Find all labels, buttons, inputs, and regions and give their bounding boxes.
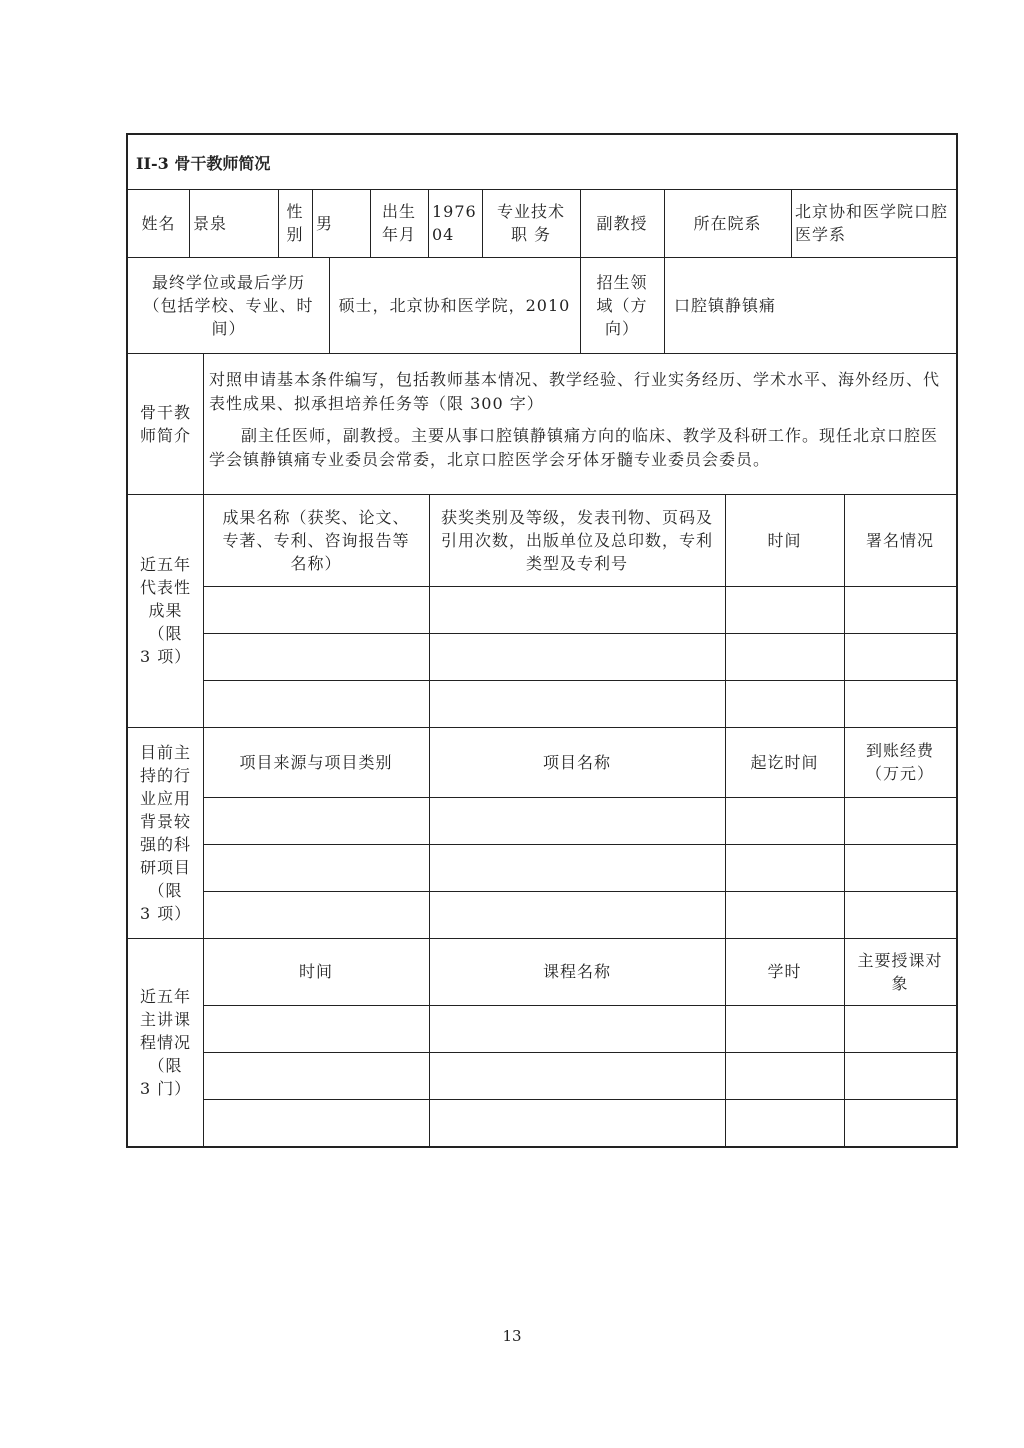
birth-label: 出生年月 xyxy=(382,202,417,244)
section-title: II-3 骨干教师简况 xyxy=(136,153,271,173)
name-value: 景泉 xyxy=(193,213,228,233)
name-label: 姓名 xyxy=(141,213,176,233)
gender-label: 性别 xyxy=(286,202,304,244)
courses-header-audience: 主要授课对象 xyxy=(857,950,943,993)
achievements-header-signature: 署名情况 xyxy=(865,530,934,550)
gender-value: 男 xyxy=(316,213,334,233)
achievements-header-time: 时间 xyxy=(767,530,802,550)
projects-header-duration: 起讫时间 xyxy=(750,752,819,772)
projects-label: 目前主持的行业应用背景较强的科研项目（限 3 项） xyxy=(140,742,192,923)
achievements-header-name: 成果名称（获奖、论文、专著、专利、咨询报告等名称） xyxy=(222,507,410,573)
birth-value: 1976 04 xyxy=(432,202,477,244)
title-value: 副教授 xyxy=(596,213,648,233)
courses-header-hours: 学时 xyxy=(767,962,802,981)
courses-label: 近五年主讲课程情况（限 3 门） xyxy=(140,986,192,1098)
achievements-header-details: 获奖类别及等级，发表刊物、页码及引用次数，出版单位及总印数，专利类型及专利号 xyxy=(440,507,713,573)
projects-header-funding: 到账经费（万元） xyxy=(865,741,934,783)
column-divider xyxy=(844,494,845,1146)
achievements-label: 近五年代表性成果（限 3 项） xyxy=(140,555,192,666)
title-label: 专业技术职 务 xyxy=(496,202,565,244)
courses-header-time: 时间 xyxy=(298,962,333,981)
teacher-profile-form xyxy=(126,133,958,1148)
column-divider xyxy=(429,494,430,1146)
enrollment-value: 口腔镇静镇痛 xyxy=(674,295,777,315)
enrollment-label: 招生领域（方向） xyxy=(596,272,648,338)
row-divider xyxy=(128,353,956,354)
projects-header-name: 项目名称 xyxy=(542,752,611,772)
education-label: 最终学位或最后学历（包括学校、专业、时间） xyxy=(143,272,314,338)
education-value: 硕士，北京协和医学院，2010 xyxy=(338,295,571,315)
profile-content: 副主任医师，副教授。主要从事口腔镇静镇痛方向的临床、教学及科研工作。现任北京口腔医学会镇静镇痛专业委员会常委，北京口腔医学会牙体牙髓专业委员会委员。 xyxy=(209,426,939,469)
projects-header-source: 项目来源与项目类别 xyxy=(239,752,393,772)
department-label: 所在院系 xyxy=(693,213,762,233)
column-divider xyxy=(725,494,726,1146)
profile-body xyxy=(206,362,956,492)
department-value: 北京协和医学院口腔医学系 xyxy=(795,202,949,244)
courses-header-name: 课程名称 xyxy=(542,962,611,981)
profile-instruction: 对照申请基本条件编写，包括教师基本情况、教学经验、行业实务经历、学术水平、海外经历、代表性成果、拟承担培养任务等（限 300 字） xyxy=(209,370,941,413)
page-number: 13 xyxy=(502,1327,522,1345)
profile-label: 骨干教师简介 xyxy=(140,402,192,445)
